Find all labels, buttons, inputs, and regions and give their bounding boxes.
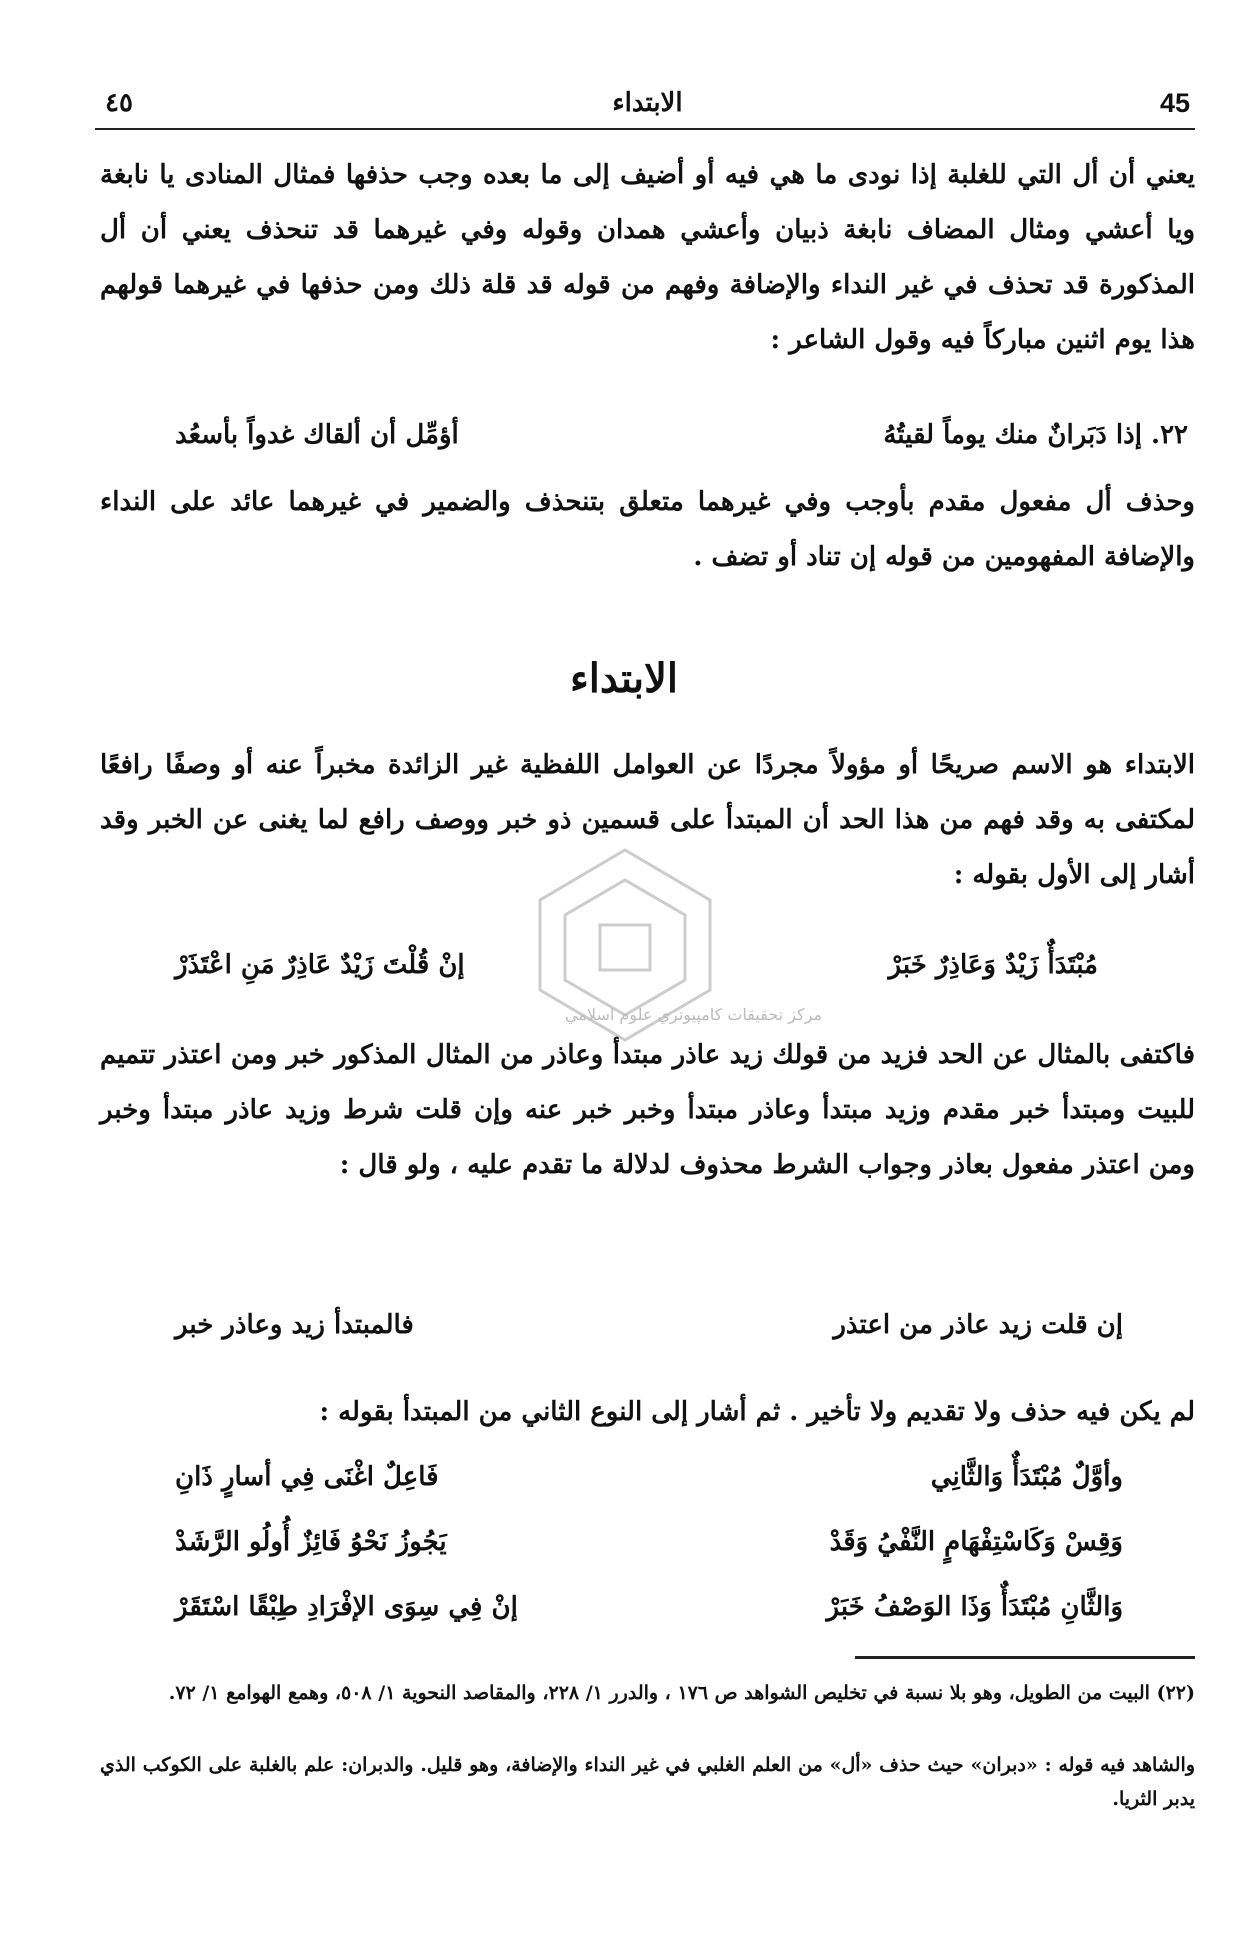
alfiya-verse-2-hemistich-1: وأوَّلٌ مُبْتَدَأٌ وَالثَّانِي [930, 1462, 1123, 1492]
section-heading: الابتداء [569, 655, 679, 702]
verse-22-hemistich-1: إذا دَبَرانٌ منك يوماً لقيتُهُ [883, 420, 1142, 450]
footnote-22: (٢٢) البيت من الطويل، وهو بلا نسبة في تخليص الشواهد ص ١٧٦ ، والدرر ١/ ٢٢٨، والمقاصد النحوية ١/ ٥٠٨، وهمع الهوامع ١/ ٧٢. [168, 1682, 1195, 1704]
paragraph-2: وحذف أل مفعول مقدم بأوجب وفي غيرهما متعلق بتنحذف والضمير في غيرهما عائد على النداء والإضافة المفهومين من قوله إن تناد أو تضف . [100, 487, 1195, 572]
header-divider [95, 128, 1195, 130]
alfiya-verse-1-hemistich-1: مُبْتَدَأٌ زَيْدٌ وَعَاذِرٌ خَبَرْ [888, 950, 1098, 980]
alt-verse-hemistich-1: إن قلت زيد عاذر من اعتذر [833, 1310, 1123, 1340]
alfiya-verse-4-hemistich-2: إنْ فِي سِوَى الإفْرَادِ طِبْقًا اسْتَقَرْ [175, 1592, 518, 1622]
paragraph-4: فاكتفى بالمثال عن الحد فزيد من قولك زيد عاذر مبتدأ وعاذر من المثال المذكور خبر ومن اعتذر تتميم للبيت ومبتدأ خبر مقدم وزيد مبتدأ وعاذر مبتدأ وخبر خبر عنه وإن قلت شرط وزيد عاذر مبتدأ وخبر ومن اعتذر مفعول بعاذر وجواب الشرط محذوف لدلالة ما تقدم عليه ، ولو قال : [100, 1040, 1196, 1180]
alfiya-verse-3-hemistich-2: يَجُوزُ نَحْوُ فَائِزٌ أُولُو الرَّشَدْ [175, 1527, 447, 1557]
watermark-text: مركز تحقيقات كامپيوتري علوم اسلامي [565, 1005, 823, 1024]
verse-22-number: ٢٢. [1151, 420, 1188, 450]
page-number-arabic: ٤٥ [105, 88, 133, 118]
verse-22-hemistich-2: أؤمِّل أن ألقاك غدواً بأسعُد [175, 420, 459, 450]
verse-22-first [883, 420, 1188, 450]
alfiya-verse-4-hemistich-1: وَالثَّانِ مُبْتَدَأٌ وَذَا الوَصْفُ خَبَرْ [826, 1592, 1123, 1622]
alfiya-verse-3-hemistich-1: وَقِسْ وَكَاسْتِفْهَامٍ النَّفْيُ وَقَدْ [829, 1527, 1123, 1557]
page-number-latin: 45 [1159, 88, 1190, 118]
running-title: الابتداء [612, 88, 683, 118]
page-header [105, 82, 1190, 132]
paragraph-3: الابتداء هو الاسم صريحًا أو مؤولاً مجردًا عن العوامل اللفظية غير الزائدة مخبراً عنه أو وصفًا رافعًا لمكتفى به وقد فهم من هذا الحد أن المبتدأ على قسمين ذو خبر ووصف رافع لما يغنى عن الخبر وقد أشار إلى الأول بقوله : [100, 750, 1195, 890]
alfiya-verse-2-hemistich-2: فَاعِلٌ اغْنَى فِي أسارٍ ذَانِ [175, 1462, 439, 1492]
alt-verse-hemistich-2: فالمبتدأ زيد وعاذر خبر [175, 1310, 414, 1340]
footnote-witness: والشاهد فيه قوله : «دبران» حيث حذف «أل» من العلم الغلبي في غير النداء والإضافة، وهو قليل. والدبران: علم بالغلبة على الكوكب الذي يدبر الثريا. [100, 1754, 1195, 1810]
alfiya-verse-1-hemistich-2: إنْ قُلْتَ زَيْدٌ عَاذِرٌ مَنِ اعْتَذَرْ [175, 950, 465, 980]
intro-paragraph: يعني أن أل التي للغلبة إذا نودى ما هي فيه أو أضيف إلى ما بعده وجب حذفها فمثال المنادى يا نابغة ويا أعشي ومثال المضاف نابغة ذبيان وأعشي همدان وقوله وفي غيرهما قد تنحذف يعني أن أل المذكورة قد تحذف في غير النداء والإضافة وفهم من قوله قد قلة ذلك ومن حذفها في غيرهما قولهم هذا يوم اثنين مباركاً فيه وقول الشاعر : [100, 160, 1195, 355]
paragraph-5: لم يكن فيه حذف ولا تقديم ولا تأخير . ثم أشار إلى النوع الثاني من المبتدأ بقوله : [319, 1397, 1195, 1427]
footnote-divider [855, 1656, 1195, 1659]
